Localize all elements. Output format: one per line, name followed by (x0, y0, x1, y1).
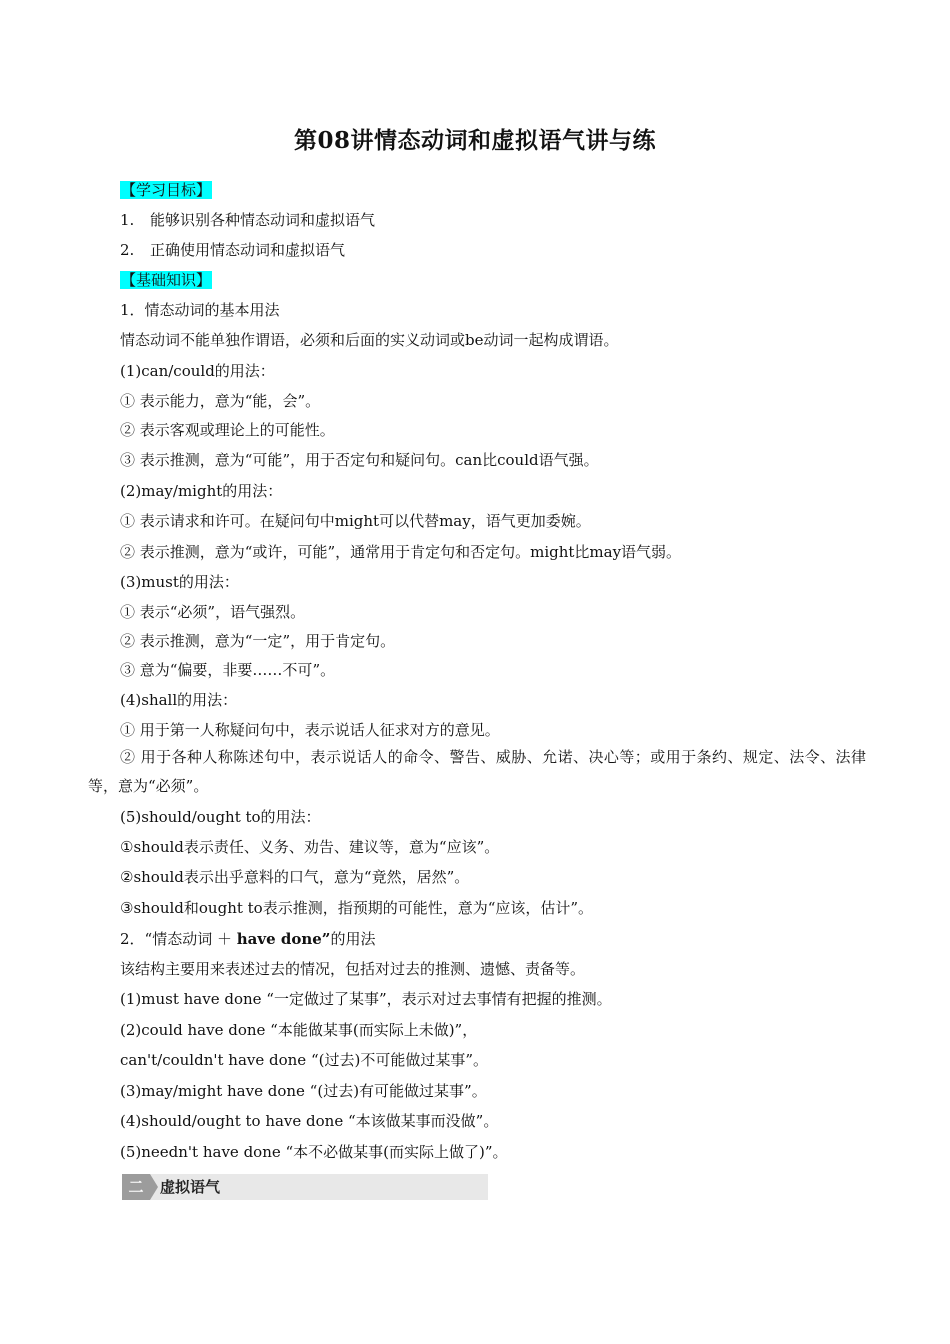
paragraph: 情态动词不能单独作谓语，必须和后面的实义动词或be动词一起构成谓语。 (120, 331, 619, 349)
subheading-can-could: (1)can/could的用法： (120, 362, 275, 380)
section-header-subjunctive (122, 1174, 488, 1200)
list-item-wrapped: ② 用于各种人称陈述句中，表示说话人的命令、警告、威胁、允诺、决心等；或用于条约、规定、法令、法律等，意为“必须”。 (88, 748, 866, 795)
section-2-heading: 2．“情态动词 ＋ have done”的用法 (120, 930, 376, 948)
list-item: ① 表示“必须”，语气强烈。 (120, 603, 306, 621)
list-item: ① 表示能力，意为“能，会”。 (120, 392, 321, 410)
subheading-may-might: (2)may/might的用法： (120, 482, 283, 500)
list-item: ② 表示推测，意为“或许，可能”，通常用于肯定句和否定句。might比may语气弱。 (120, 543, 682, 561)
subheading-must: (3)must的用法： (120, 573, 239, 591)
list-item: ① 表示请求和许可。在疑问句中might可以代替may，语气更加委婉。 (120, 512, 591, 530)
page-title: 第08讲情态动词和虚拟语气讲与练 (293, 127, 656, 154)
list-item: ② 表示客观或理论上的可能性。 (120, 421, 335, 439)
goal-item-1: 1. 能够识别各种情态动词和虚拟语气 (120, 211, 376, 229)
list-item: ② 表示推测，意为“一定”，用于肯定句。 (120, 632, 396, 650)
list-item: ① 用于第一人称疑问句中，表示说话人征求对方的意见。 (120, 721, 500, 739)
goal-item-2: 2. 正确使用情态动词和虚拟语气 (120, 241, 346, 259)
section-number-badge: 二 (122, 1174, 150, 1200)
list-item: can't/couldn't have done “(过去)不可能做过某事”。 (120, 1051, 488, 1069)
list-item: ③ 意为“偏要，非要……不可”。 (120, 661, 336, 679)
list-item: (5)needn't have done “本不必做某事(而实际上做了)”。 (120, 1143, 508, 1161)
list-item: (3)may/might have done “(过去)有可能做过某事”。 (120, 1082, 487, 1100)
goals-header: 【学习目标】 (121, 181, 212, 199)
basics-header: 【基础知识】 (121, 271, 212, 289)
subheading-shall: (4)shall的用法： (120, 691, 238, 709)
list-item: ③should和ought to表示推测，指预期的可能性，意为“应该，估计”。 (120, 899, 594, 917)
list-item: (2)could have done “本能做某事(而实际上未做)”， (120, 1021, 478, 1039)
section-1-heading: 1．情态动词的基本用法 (120, 301, 280, 319)
list-item: ③ 表示推测，意为“可能”，用于否定句和疑问句。can比could语气强。 (120, 451, 599, 469)
paragraph: 该结构主要用来表述过去的情况，包括对过去的推测、遗憾、责备等。 (120, 960, 586, 978)
list-item: ①should表示责任、义务、劝告、建议等，意为“应该”。 (120, 838, 500, 856)
section-title: 虚拟语气 (160, 1178, 221, 1196)
list-item: ②should表示出乎意料的口气，意为“竟然，居然”。 (120, 868, 470, 886)
subheading-should-ought: (5)should/ought to的用法： (120, 808, 321, 826)
list-item: (4)should/ought to have done “本该做某事而没做”。 (120, 1112, 499, 1130)
list-item: (1)must have done “一定做过了某事”，表示对过去事情有把握的推测。 (120, 990, 612, 1008)
